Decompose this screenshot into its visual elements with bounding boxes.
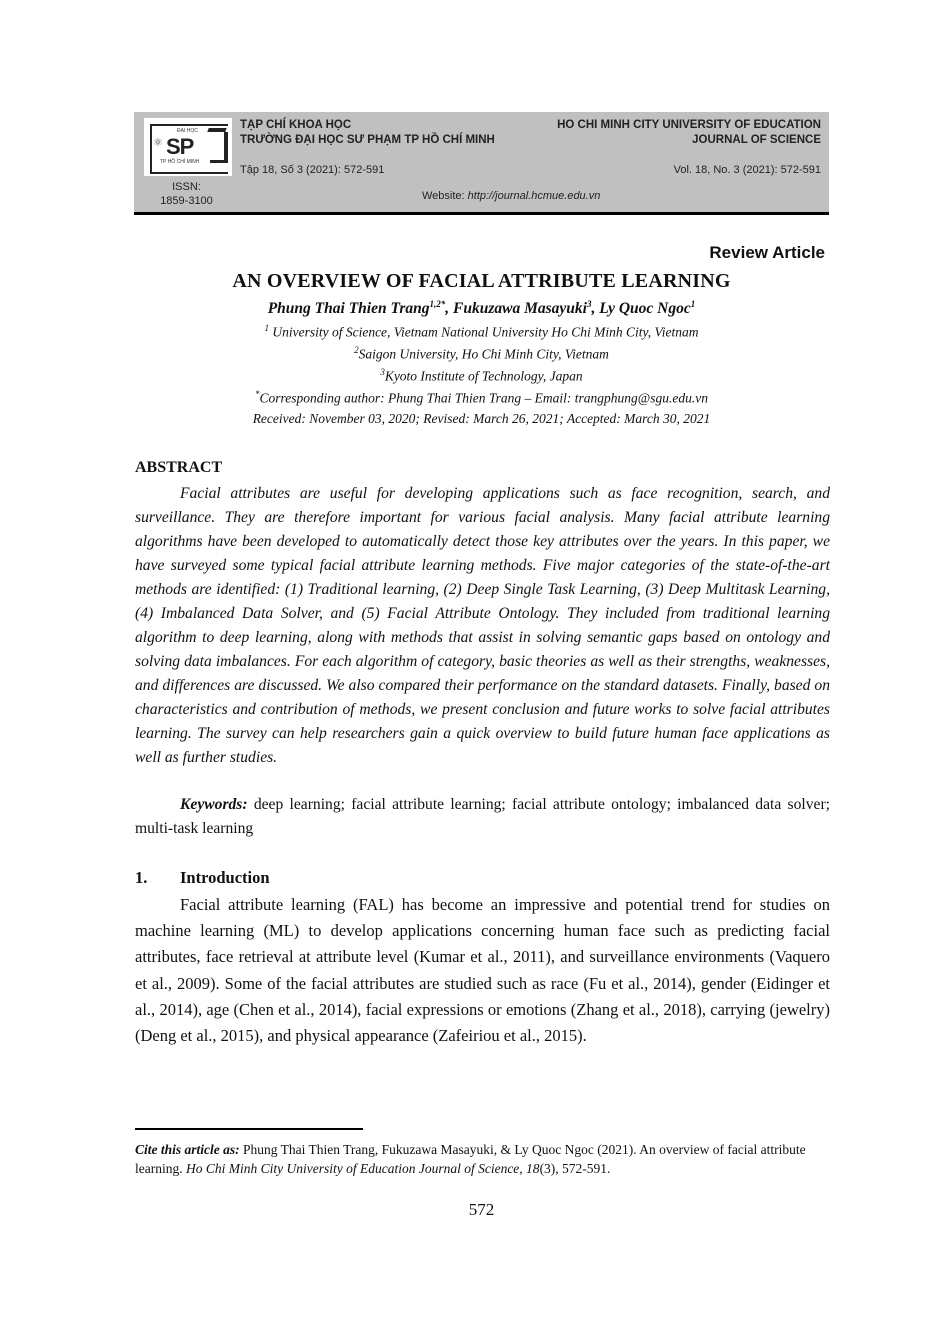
en-title-line1: HO CHI MINH CITY UNIVERSITY OF EDUCATION bbox=[557, 119, 821, 131]
affiliation-text: Saigon University, Ho Chi Minh City, Vietnam bbox=[358, 346, 609, 362]
vn-title-line1: TẠP CHÍ KHOA HỌC bbox=[240, 119, 352, 131]
article-dates: Received: November 03, 2020; Revised: March 26, 2021; Accepted: March 30, 2021 bbox=[252, 411, 711, 426]
affiliation-text: Kyoto Institute of Technology, Japan bbox=[384, 368, 583, 384]
issn-label: ISSN: bbox=[172, 181, 201, 193]
author-affiliation-sup: 3 bbox=[586, 299, 592, 309]
logo-mark: SP bbox=[166, 134, 194, 159]
website-link[interactable]: http://journal.hcmue.edu.vn bbox=[467, 190, 601, 202]
affiliation-sup: 3 bbox=[380, 367, 385, 377]
keywords bbox=[135, 793, 830, 841]
abstract-text: Facial attributes are useful for developing applications such as face recognition, search, and surveillance. They are therefore important for various facial analysis. Many facial attribute learning algorithms have been developed to automatically detect those key attributes over the years. In this paper, we have surveyed some typical facial attribute learning methods. Five major categories of the state-of-the-art methods are identified: (1) Traditional learning, (2) Deep Single Task Learning, (3) Deep Multitask Learning, (4) Imbalanced Data Solver, and (5) Facial Attribute Ontology. They included from traditional learning algorithm to deep learning, along with methods that assist in solving semantic gaps based on ontology and solving data imbalances. For each algorithm of category, basic theories as well as their strengths, weaknesses, and differences are discussed. We also compared their performance on the standard datasets. Finally, based on characteristics and contribution of methods, we present conclusion and future works to solve facial attributes learning. The survey can help researchers gain a quick overview to build future human face applications as well as further studies. bbox=[135, 485, 830, 766]
section-heading-introduction bbox=[135, 868, 270, 888]
footnote-divider bbox=[135, 1128, 363, 1130]
affiliation-1 bbox=[0, 323, 943, 341]
introduction-body bbox=[135, 892, 830, 1049]
cite-label: Cite this article as: bbox=[135, 1142, 240, 1157]
author-affiliation-sup: 1 bbox=[690, 299, 696, 309]
en-volume: Vol. 18, No. 3 (2021): 572-591 bbox=[673, 164, 821, 176]
author-name: Ly Quoc Ngoc bbox=[599, 300, 691, 318]
university-logo bbox=[144, 118, 232, 176]
abstract-body bbox=[135, 482, 830, 770]
abstract-heading: ABSTRACT bbox=[135, 459, 223, 476]
author-name: Phung Thai Thien Trang bbox=[267, 300, 430, 318]
affiliation-3 bbox=[0, 367, 943, 385]
cite-issue-pages: (3), 572-591. bbox=[539, 1161, 611, 1176]
vn-volume: Tập 18, Số 3 (2021): 572-591 bbox=[240, 164, 385, 176]
author-name: Fukuzawa Masayuki bbox=[453, 300, 587, 318]
corresponding-author bbox=[0, 389, 943, 407]
en-title-line2: JOURNAL OF SCIENCE bbox=[692, 134, 821, 146]
journal-header bbox=[134, 112, 829, 215]
website-label: Website: bbox=[422, 190, 465, 202]
corresponding-sup: * bbox=[255, 389, 260, 399]
logo-bottom-text: TP HỒ CHÍ MINH bbox=[160, 159, 200, 165]
introduction-text: Facial attribute learning (FAL) has become an impressive and potential trend for studies on machine learning (ML) to develop applications concerning human face such as predicting facial attributes, face retrieval at attribute level (Kumar et al., 2011), and surveillance environments (Vaquero et al., 2009). Some of the facial attributes are studied such as race (Fu et al., 2014), gender (Eidinger et al., 2014), age (Chen et al., 2014), facial expressions or emotions (Zhang et al., 2018), carrying (jewelry) (Deng et al., 2015), and physical appearance (Zafeiriou et al., 2015). bbox=[135, 895, 830, 1046]
en-journal-title bbox=[557, 118, 821, 148]
atom-icon: ⚛ bbox=[153, 137, 163, 149]
page-number: 572 bbox=[468, 1200, 495, 1219]
article-type: Review Article bbox=[709, 243, 825, 262]
affiliation-sup: 2 bbox=[354, 345, 359, 355]
logo-g-shape bbox=[210, 132, 228, 163]
author-list: Phung Thai Thien Trang$^{1,2*}$, Fukuzawa Masayuki$^3$, Ly Quoc Ngoc$^1$ bbox=[267, 299, 696, 318]
section-number: 1. bbox=[135, 868, 148, 887]
cite-text: Phung Thai Thien Trang, Fukuzawa Masayuki, & Ly Quoc Ngoc (2021). An overview of facial attribute learning. bbox=[135, 1142, 806, 1176]
corresponding-text: Corresponding author: Phung Thai Thien Trang – Email: trangphung@sgu.edu.vn bbox=[259, 390, 708, 406]
article-title: AN OVERVIEW OF FACIAL ATTRIBUTE LEARNING bbox=[232, 270, 731, 292]
keywords-label: Keywords: bbox=[180, 796, 248, 813]
issn-block bbox=[134, 180, 239, 208]
section-title: Introduction bbox=[180, 868, 270, 887]
affiliation-text: University of Science, Vietnam National University Ho Chi Minh City, Vietnam bbox=[272, 324, 699, 340]
website bbox=[422, 190, 600, 202]
keywords-text: deep learning; facial attribute learning; facial attribute ontology; imbalanced data solver; multi-task learning bbox=[135, 796, 830, 837]
vn-title-line2: TRƯỜNG ĐẠI HỌC SƯ PHẠM TP HỒ CHÍ MINH bbox=[240, 134, 495, 146]
author-affiliation-sup: 1,2* bbox=[429, 299, 446, 309]
affiliation-2 bbox=[0, 345, 943, 363]
vn-journal-title bbox=[240, 118, 495, 148]
cite-journal: Ho Chi Minh City University of Education Journal of Science, 18 bbox=[185, 1161, 540, 1176]
affiliation-sup: 1 bbox=[264, 323, 269, 333]
issn-number: 1859-3100 bbox=[160, 195, 213, 207]
citation-footnote bbox=[135, 1140, 830, 1178]
logo-top-text: ĐẠI HỌC bbox=[177, 128, 198, 134]
